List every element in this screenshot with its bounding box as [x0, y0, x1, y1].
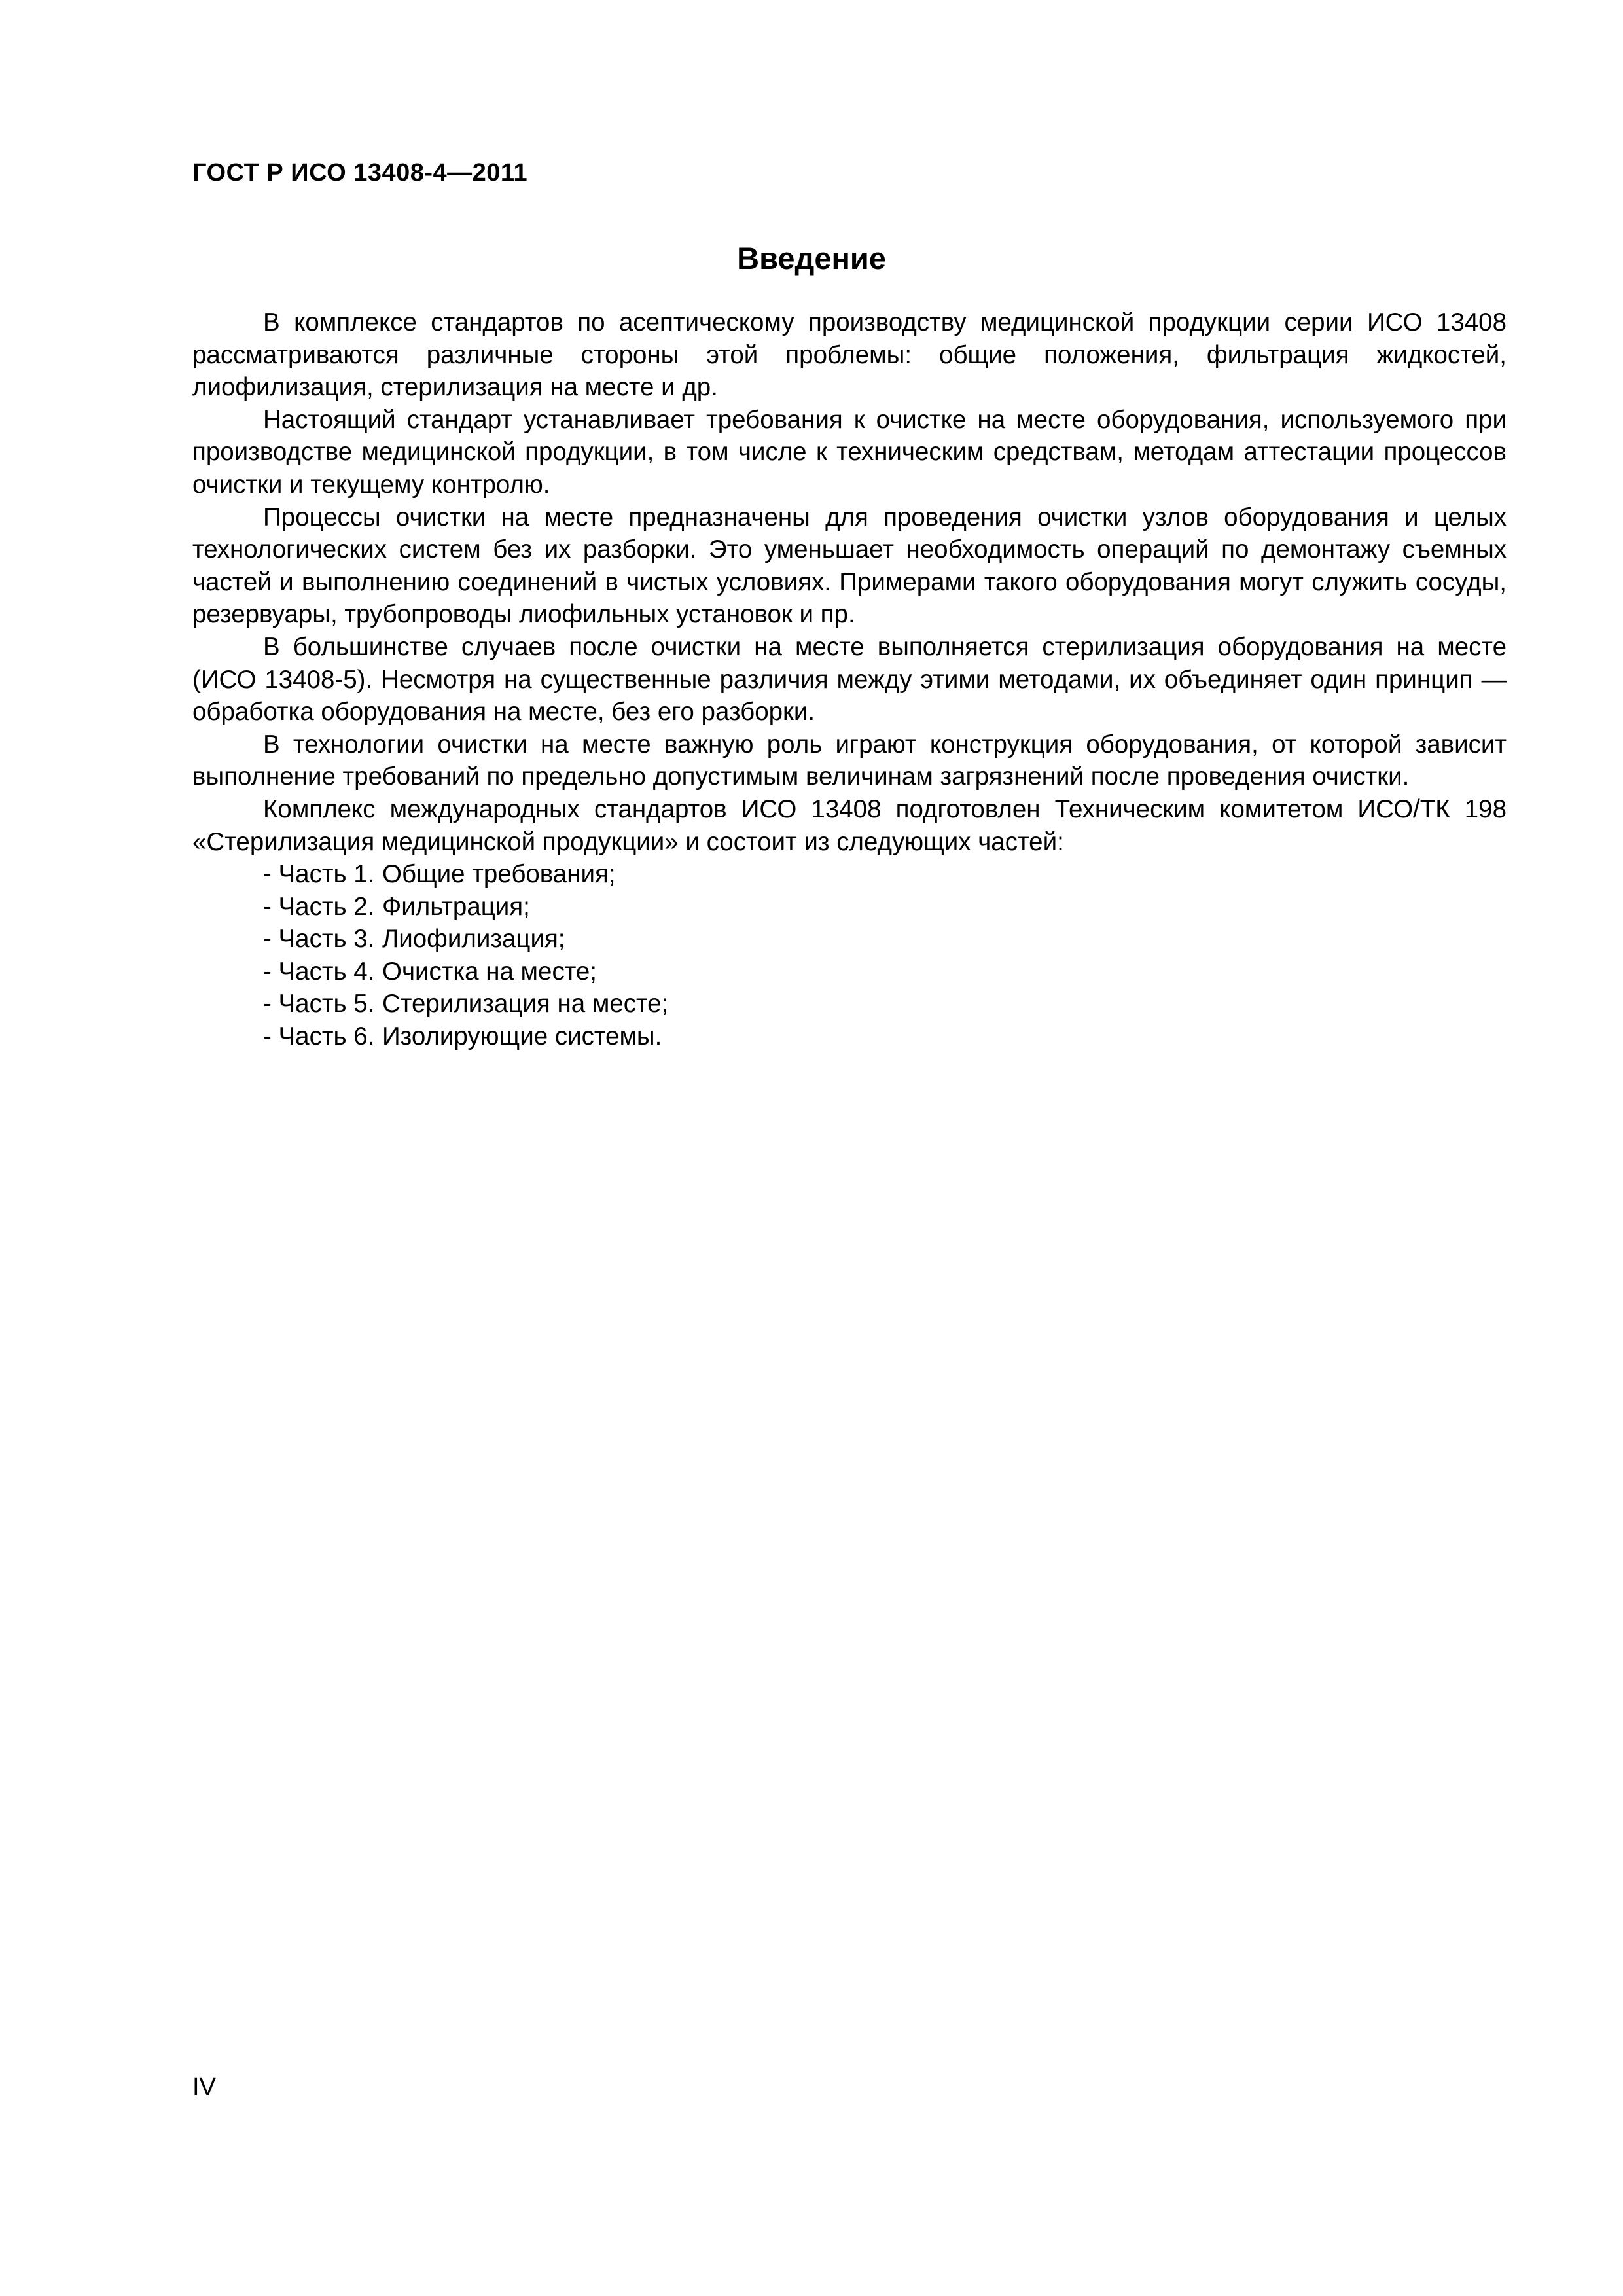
part-number: - Часть 5. — [263, 990, 375, 1018]
parts-list — [192, 858, 1507, 1053]
paragraph: Настоящий стандарт устанавливает требования к очистке на месте оборудования, используемого при производстве медицинской продукции, в том числе к техническим средствам, методам аттестации процессов очистки и текущему контролю. — [192, 405, 1507, 499]
list-item — [192, 858, 1507, 891]
list-item — [192, 923, 1507, 956]
paragraph: В большинстве случаев после очистки на месте выполняется стерилизация оборудования на месте (ИСО 13408-5). Несмотря на существенные различия между этими методами, их объединяет один принцип — обработка оборудования на месте, без его разборки. — [192, 632, 1507, 726]
document-body — [192, 306, 1507, 1053]
part-title: Фильтрация; — [382, 892, 530, 921]
part-number: - Часть 3. — [263, 925, 375, 954]
part-number: - Часть 6. — [263, 1022, 375, 1051]
part-number: - Часть 4. — [263, 957, 375, 986]
part-title: Очистка на месте; — [382, 957, 597, 986]
part-title: Общие требования; — [382, 860, 616, 889]
part-title: Стерилизация на месте; — [382, 990, 669, 1018]
page-number: IV — [192, 2073, 216, 2101]
paragraph: Процессы очистки на месте предназначены для проведения очистки узлов оборудования и целых технологических систем без их разборки. Это уменьшает необходимость операций по демонтажу съемных частей и выполнению соединений в чистых условиях. Примерами такого оборудования могут служить сосуды, резервуары, трубопроводы лиофильных установок и пр. — [192, 503, 1507, 629]
section-title: Введение — [737, 241, 886, 276]
part-number: - Часть 2. — [263, 892, 375, 921]
list-item — [192, 1020, 1507, 1053]
paragraph: Комплекс международных стандартов ИСО 13408 подготовлен Техническим комитетом ИСО/ТК 198 «Стерилизация медицинской продукции» и состоит из следующих частей: — [192, 795, 1507, 856]
part-title: Изолирующие системы. — [382, 1022, 662, 1051]
part-title: Лиофилизация; — [382, 925, 565, 954]
list-item — [192, 956, 1507, 988]
part-number: - Часть 1. — [263, 860, 375, 889]
paragraph: В технологии очистки на месте важную роль играют конструкция оборудования, от которой зависит выполнение требований по предельно допустимым величинам загрязнений после проведения очистки. — [192, 730, 1507, 791]
document-header: ГОСТ Р ИСО 13408-4—2011 — [192, 159, 528, 187]
list-item — [192, 988, 1507, 1020]
paragraph: В комплексе стандартов по асептическому производству медицинской продукции серии ИСО 13408 рассматриваются различные стороны этой проблемы: общие положения, фильтрация жидкостей, лиофилизация, стерилизация на месте и др. — [192, 308, 1507, 402]
list-item — [192, 891, 1507, 924]
